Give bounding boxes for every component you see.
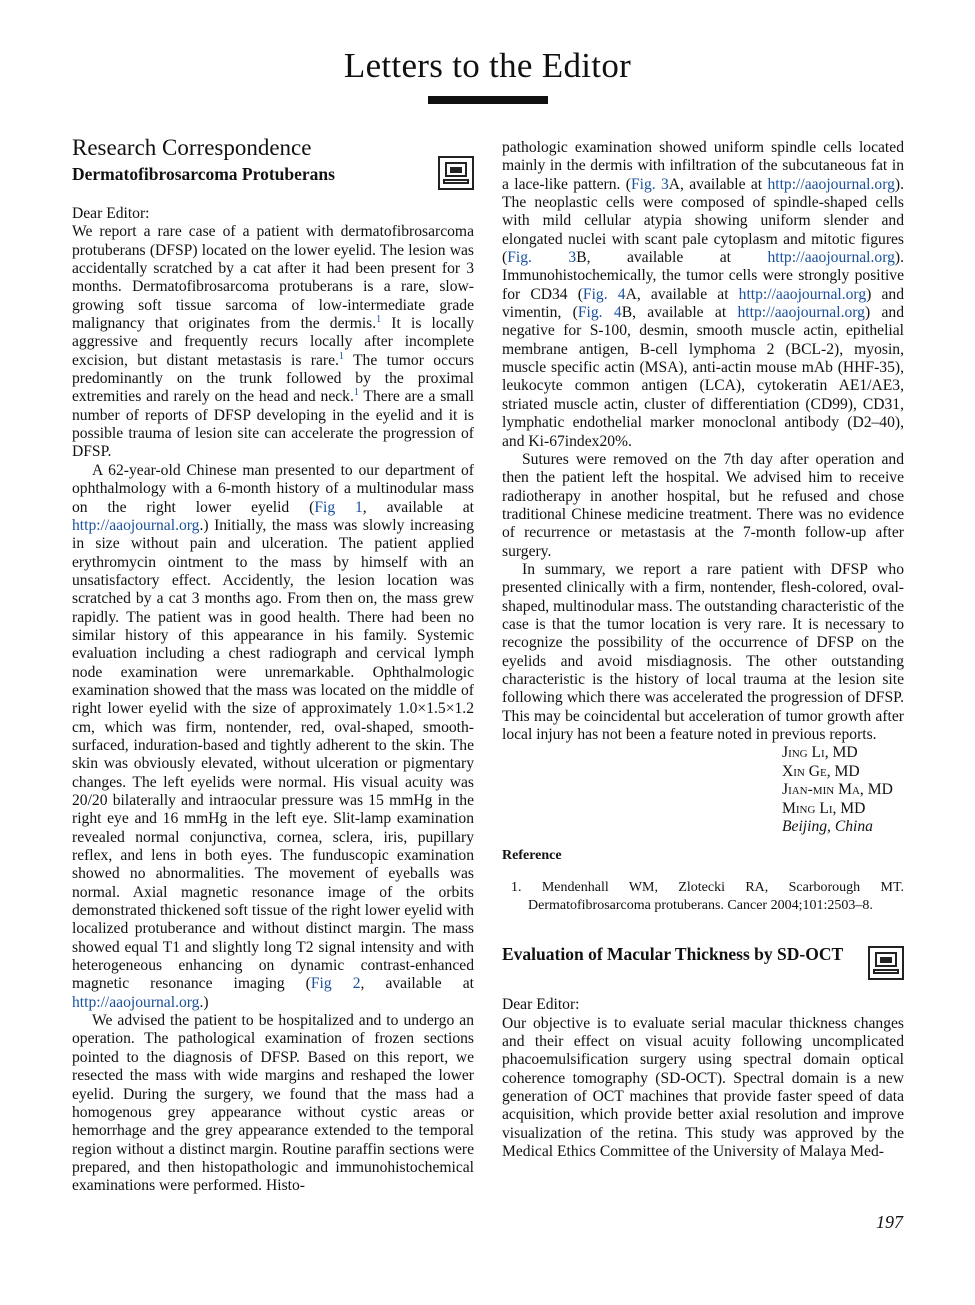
figure-link[interactable]: Fig 2 — [310, 975, 361, 993]
computer-monitor-icon[interactable] — [438, 156, 474, 190]
paragraph-text: A, available at — [625, 285, 739, 303]
right-column — [502, 139, 904, 1161]
author-name: Ming Li, MD — [782, 799, 866, 817]
paragraph-text: B, available at — [576, 249, 768, 267]
paragraph-text: ) and negative for S-100, desmin, smooth muscle actin, epithelial membrane antigen, B-cell lymphoma 2 (BCL-2), myosin, muscle specific actin (MSA), anti-actin mouse mAb (HHF-35), leukocyte common antigen (LCA), cytokeratin AE1/AE3, striated muscle actin, cluster of differentiation (CD99), CD31, lymphatic endothelial marker monoclonal antibody (D2–40), and Ki-67index20%. — [502, 304, 904, 450]
page-number: 197 — [876, 1212, 903, 1232]
url-link[interactable]: http://aaojournal.org — [737, 304, 865, 322]
url-link[interactable]: http://aaojournal.org — [72, 993, 200, 1011]
figure-link[interactable]: Fig. 4 — [582, 285, 626, 303]
paragraph-text: , available at — [362, 498, 474, 516]
monitor-screen — [445, 162, 467, 177]
article2-title: Evaluation of Macular Thickness by SD-OCT — [502, 944, 844, 965]
author-list — [782, 744, 904, 837]
url-link[interactable]: http://aaojournal.org — [72, 516, 200, 534]
article1-paragraph-3-continued — [502, 139, 904, 451]
paragraph-text: .) — [199, 993, 209, 1011]
paragraph-text: There are a small number of reports of DFSP developing in the eyelid and it is possible trauma of lesion site can accelerate the progression of DFSP. — [72, 388, 474, 461]
article1-title-row — [72, 164, 474, 185]
article1-paragraph-4: Sutures were removed on the 7th day after operation and then the patient left the hospital. We advised him to receive radiotherapy in another hospital, but he refused and chose traditional Chinese medicine treatment. There was no evidence of recurrence or metastasis at the 7-month follow-up after surgery. — [502, 450, 904, 560]
paragraph-text: , available at — [360, 975, 475, 993]
article1-paragraph-2 — [72, 462, 474, 1012]
author-name: Jian-min Ma, MD — [782, 781, 893, 799]
article1-title: Dermatofibrosarcoma Protuberans — [72, 164, 335, 184]
article1-paragraph-3 — [72, 1012, 474, 1195]
paragraph-text: A 62-year-old Chinese man presented to our department of ophthalmology with a 6-month history of a multinodular mass on the right lower eyelid ( — [72, 461, 474, 516]
citation-link[interactable]: 1 — [338, 350, 344, 362]
author-location: Beijing, China — [782, 818, 873, 836]
paragraph-text: .) Initially, the mass was slowly increasing in size without pain and ulceration. The patient applied erythromycin ointment to the mass by himself with an unsatisfactory effect. Accidently, the lesion location was scratched by a cat 3 months ago. From then on, the mass grew rapidly. The patient was in good health. There had been no similar history of this appearance in his family. Systemic evaluation including a chest radiograph and cervical lymph node examination were unremarkable. Ophthalmologic examination showed that the mass was located on the middle of right lower eyelid with the size of approximately 1.0×1.5×1.2 cm, which was firm, nontender, red, oval-shaped, smooth-surfaced, induration-based and tightly adherent to the skin. The skin was obviously elevated, without ulceration or pigmentary changes. The left eyelids were normal. His visual acuity was 20/20 bilaterally and intraocular pressure was 15 mmHg in the right eye and 16 mmHg in the left eye. Slit-lamp examination revealed normal conjunctiva, cornea, sclera, iris, pupillary reflex, and lens in both eyes. The funduscopic examination showed no abnormalities. The movement of eyeballs was normal. Axial magnetic resonance image of the orbits demonstrated thickened soft tissue of the right lower eyelid with localized protuberance and without distinct margin. The mass showed equal T1 and slightly long T2 signal intensity and with heterogeneous enhancing on dynamic contrast-enhanced magnetic resonance imaging ( — [72, 516, 474, 993]
monitor-screen — [875, 952, 897, 967]
paragraph-text: B, available at — [621, 304, 738, 322]
journal-section-title: Letters to the Editor — [343, 46, 632, 85]
article2-greeting: Dear Editor: — [502, 996, 580, 1014]
reference-item: 1. Mendenhall WM, Zlotecki RA, Scarborough MT. Dermatofibrosarcoma protuberans. Cancer 2004;101:2503–8. — [511, 880, 904, 913]
paragraph-text: It is locally aggressive and frequently recurs locally after incomplete excision, but distant metastasis is rare. — [72, 315, 474, 369]
url-link[interactable]: http://aaojournal.org — [767, 175, 895, 193]
article2 — [502, 944, 904, 1161]
figure-link[interactable]: Fig 1 — [314, 498, 363, 516]
reference-heading: Reference — [502, 847, 562, 863]
citation-link[interactable]: 1 — [353, 387, 359, 399]
computer-monitor-icon[interactable] — [868, 946, 904, 980]
monitor-base — [443, 179, 469, 184]
figure-link[interactable]: Fig. 3 — [507, 249, 577, 267]
paragraph-text: The tumor occurs predominantly on the trunk followed by the proximal extremities and rarely on the head and neck. — [72, 351, 474, 406]
paragraph-text: pathologic examination showed uniform spindle cells located mainly in the dermis with infiltration of the subcutaneous fat in a lace-like pattern. ( — [502, 139, 904, 193]
figure-link[interactable]: Fig. 4 — [577, 304, 622, 322]
url-link[interactable]: http://aaojournal.org — [738, 285, 867, 303]
title-underline-bar — [428, 96, 548, 104]
figure-link[interactable]: Fig. 3 — [630, 175, 669, 193]
article2-paragraph-1: Our objective is to evaluate serial macular thickness changes and their effect on visual acuity following uncomplicated phacoemulsification surgery using spectral domain optical coherence tomography (SD-OCT). Spectral domain is a new generation of OCT machines that provide faster speed of data acquisition, which provide better axial resolution and improve visualization of the retina. This study was approved by the Medical Ethics Committee of the University of Malaya Med- — [502, 1014, 904, 1160]
paragraph-text: ). The neoplastic cells were composed of spindle-shaped cells with mild cellular atypia showing uniform slender and elongated nuclei with scant pale cytoplasm and mitotic figures ( — [502, 175, 904, 267]
left-column — [72, 134, 474, 1196]
section-label: Research Correspondence — [72, 135, 312, 160]
paragraph-text: We advised the patient to be hospitalized and to undergo an operation. The pathological examination of frozen sections pointed to the diagnosis of DFSP. Based on this report, we resected the mass with wide margins and reshaped the lower eyelid. During the surgery, we found that the mass had a homogenous grey appearance without cystic areas or hemorrhage and the grey appearance extended to the temporal region without a distinct margin. Routine paraffin sections were prepared, and then histopathologic and immunohistochemical examinations were performed. Histo- — [72, 1012, 474, 1195]
paragraph-text: ). Immunohistochemically, the tumor cells were strongly positive for CD34 ( — [502, 249, 904, 303]
article1-paragraph-1 — [72, 223, 474, 461]
monitor-base — [873, 969, 899, 974]
paragraph-text: A, available at — [668, 175, 768, 193]
article1-greeting: Dear Editor: — [72, 205, 150, 222]
paragraph-text: We report a rare case of a patient with dermatofibrosarcoma protuberans (DFSP) located on the lower eyelid. The lesion was accidentally scratched by a cat after it had been present for 3 months. Dermatofibrosarcoma protuberans is a rare, slow-growing soft tissue sarcoma of low-intermediate grade malignancy that originates from the dermis. — [72, 223, 474, 333]
author-name: Xin Ge, MD — [782, 762, 860, 780]
author-name: Jing Li, MD — [782, 744, 858, 762]
article2-title-row — [502, 944, 904, 986]
article1-paragraph-5: In summary, we report a rare patient with DFSP who presented clinically with a firm, nontender, flesh-colored, oval-shaped, multinodular mass. The outstanding characteristic of the case is that the tumor location is very rare. It is necessary to recognize the possibility of the occurrence of DFSP on the eyelids and avoid misdiagnosis. The other outstanding characteristic is the history of local trauma at the lesion site following which there was accelerated the progression of DFSP. This may be coincidental but acceleration of tumor growth after local injury has not been a feature noted in previous reports. — [502, 560, 905, 743]
paragraph-text: ) and vimentin, ( — [502, 285, 904, 322]
citation-link[interactable]: 1 — [376, 314, 382, 326]
url-link[interactable]: http://aaojournal.org — [767, 249, 895, 267]
